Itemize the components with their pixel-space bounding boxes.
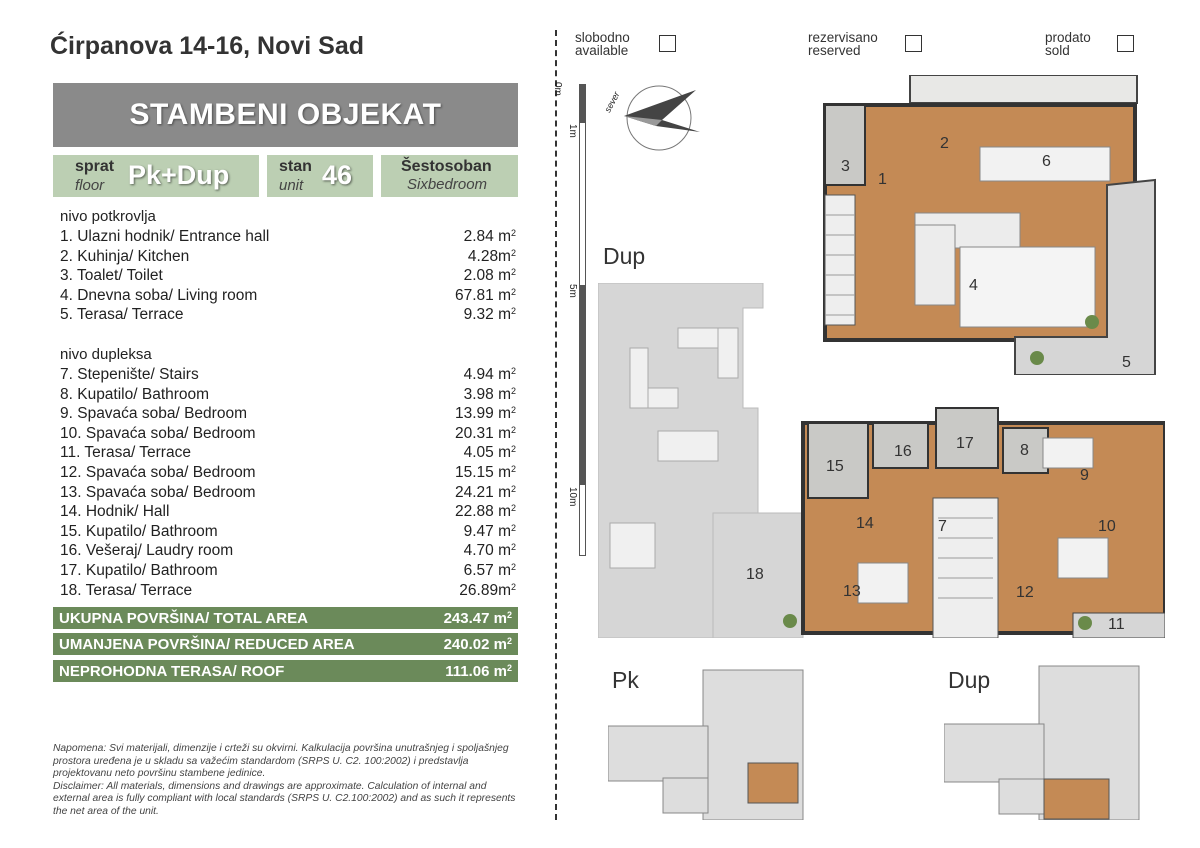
dup-room-7: 7: [938, 518, 947, 535]
room-row: 16. Vešeraj/ Laudry room 4.70 $m^2$: [60, 542, 516, 559]
dup-room-17: 17: [956, 435, 974, 452]
unit-label-en: unit: [279, 177, 304, 194]
keyplan-dup: [944, 664, 1144, 820]
bed-9: [1043, 438, 1093, 468]
room-row: 18. Terasa/ Terrace $26.89m^2$: [60, 582, 516, 599]
kitchen-counter: [910, 75, 1137, 103]
unit-label: stan: [279, 158, 312, 175]
disclaimer-note: [53, 743, 523, 819]
dup-room-15: 15: [826, 458, 844, 475]
floor-label-en: floor: [75, 177, 105, 194]
section-title-potkrovlje: nivo potkrovlja: [60, 208, 156, 225]
keyplan-pk: [608, 668, 808, 820]
keyplan-dup-label: Dup: [948, 667, 991, 693]
outdoor-table: [658, 431, 718, 461]
plant-icon: [1078, 616, 1092, 630]
scale-tick-10m: 10m: [567, 487, 578, 507]
address-title: Ćirpanova 14-16, Novi Sad: [50, 32, 365, 60]
unit-box: [267, 155, 373, 197]
room-row: 3. Toalet/ Toilet 2.08 $m^2$: [60, 267, 516, 284]
pk-room-2: 2: [940, 135, 949, 152]
scale-bar-segment: [580, 285, 585, 485]
dup-room-11: 11: [1108, 616, 1125, 633]
dup-room-16: 16: [894, 443, 912, 460]
floor-box: [53, 155, 259, 197]
north-arrow-icon: [612, 80, 707, 158]
room-row: 1. Ulazni hodnik/ Entrance hall 2.84 $m^2$: [60, 228, 516, 245]
north-label: sever: [602, 89, 622, 115]
reserved-checkbox[interactable]: [905, 35, 922, 52]
type-box: [381, 155, 518, 197]
room-row: 4. Dnevna soba/ Living room 67.81 $m^2$: [60, 287, 516, 304]
room-row: 12. Spavaća soba/ Bedroom 15.15 $m^2$: [60, 464, 516, 481]
dup-room-8: 8: [1020, 442, 1029, 459]
room-row: 15. Kupatilo/ Bathroom 9.47 $m^2$: [60, 523, 516, 540]
note-english: Disclaimer: All materials, dimensions and drawings are approximate. Calculation of internal and external area is fully compliant with local standards (SRPS U. C2.100:2002) and as such it represents the net area of the unit.: [53, 780, 516, 817]
pk-room-5: 5: [1122, 354, 1131, 371]
legend-available: slobodno available: [575, 30, 630, 58]
total-area-bar: UKUPNA POVRŠINA/ TOTAL AREA 243.47 $m^2$: [53, 607, 518, 629]
room-row: 2. Kuhinja/ Kitchen $4.28m^2$: [60, 248, 516, 265]
room-row: 8. Kupatilo/ Bathroom 3.98 $m^2$: [60, 386, 516, 403]
keyplan-dup-highlight: [1044, 779, 1109, 819]
room-row: 11. Terasa/ Terrace 4.05 $m^2$: [60, 444, 516, 461]
dup-room-18: 18: [746, 566, 764, 583]
dup-room-12: 12: [1016, 584, 1034, 601]
floor-value: Pk+Dup: [128, 160, 230, 190]
legend-reserved: rezervisano reserved: [808, 30, 878, 58]
jacuzzi: [610, 523, 655, 568]
column-divider: [555, 30, 557, 820]
keyplan-pk-highlight: [748, 763, 798, 803]
dup-room-13: 13: [843, 583, 861, 600]
building-title: STAMBENI OBJEKAT: [53, 83, 518, 147]
plant-icon: [783, 614, 797, 628]
bed-13: [858, 563, 908, 603]
roof-area-bar: NEPROHODNA TERASA/ ROOF 111.06 $m^2$: [53, 660, 518, 682]
reduced-area-bar: UMANJENA POVRŠINA/ REDUCED AREA 240.02 $m^2$: [53, 633, 518, 655]
room-row: 13. Spavaća soba/ Bedroom 24.21 $m^2$: [60, 484, 516, 501]
scale-bar-segment: [580, 85, 585, 123]
dup-room-14: 14: [856, 515, 874, 532]
dup-room-10: 10: [1098, 518, 1116, 535]
room-row: 5. Terasa/ Terrace 9.32 $m^2$: [60, 306, 516, 323]
bed-10: [1058, 538, 1108, 578]
dup-room-9: 9: [1080, 467, 1089, 484]
scale-tick-1m: 1m: [567, 124, 578, 138]
unit-type-en: Sixbedroom: [407, 176, 488, 193]
room-row: 17. Kupatilo/ Bathroom 6.57 $m^2$: [60, 562, 516, 579]
pk-room-6: 6: [1042, 153, 1051, 170]
available-checkbox[interactable]: [659, 35, 676, 52]
room-row: 9. Spavaća soba/ Bedroom 13.99 $m^2$: [60, 405, 516, 422]
unit-value: 46: [322, 160, 353, 190]
pk-room-1: 1: [878, 171, 887, 188]
dup-plan-label: Dup: [603, 243, 646, 269]
room-row: 7. Stepenište/ Stairs 4.94 $m^2$: [60, 366, 516, 383]
room-row: 14. Hodnik/ Hall 22.88 $m^2$: [60, 503, 516, 520]
keyplan-pk-label: Pk: [612, 667, 639, 693]
scale-tick-0m: 0m: [552, 82, 563, 96]
pk-room-3: 3: [841, 158, 850, 175]
pk-room-4: 4: [969, 277, 978, 294]
legend-sold: prodato sold: [1045, 30, 1091, 58]
section-title-dupleks: nivo dupleksa: [60, 346, 152, 363]
scale-tick-5m: 5m: [567, 284, 578, 298]
room-row: 10. Spavaća soba/ Bedroom 20.31 $m^2$: [60, 425, 516, 442]
note-serbian: Napomena: Svi materijali, dimenzije i crteži su okvirni. Kalkulacija površina unutrašnjeg i spoljašnjeg prostora uređena je u skladu sa važećim standardom (SRPS U. C2. 100:2002) i predstavlja projektovanu neto površinu stambene jedinice.: [53, 743, 509, 780]
dup-floor-plan: [598, 283, 1165, 638]
unit-type: Šestosoban: [401, 158, 492, 175]
sold-checkbox[interactable]: [1117, 35, 1134, 52]
floor-label: sprat: [75, 158, 115, 175]
